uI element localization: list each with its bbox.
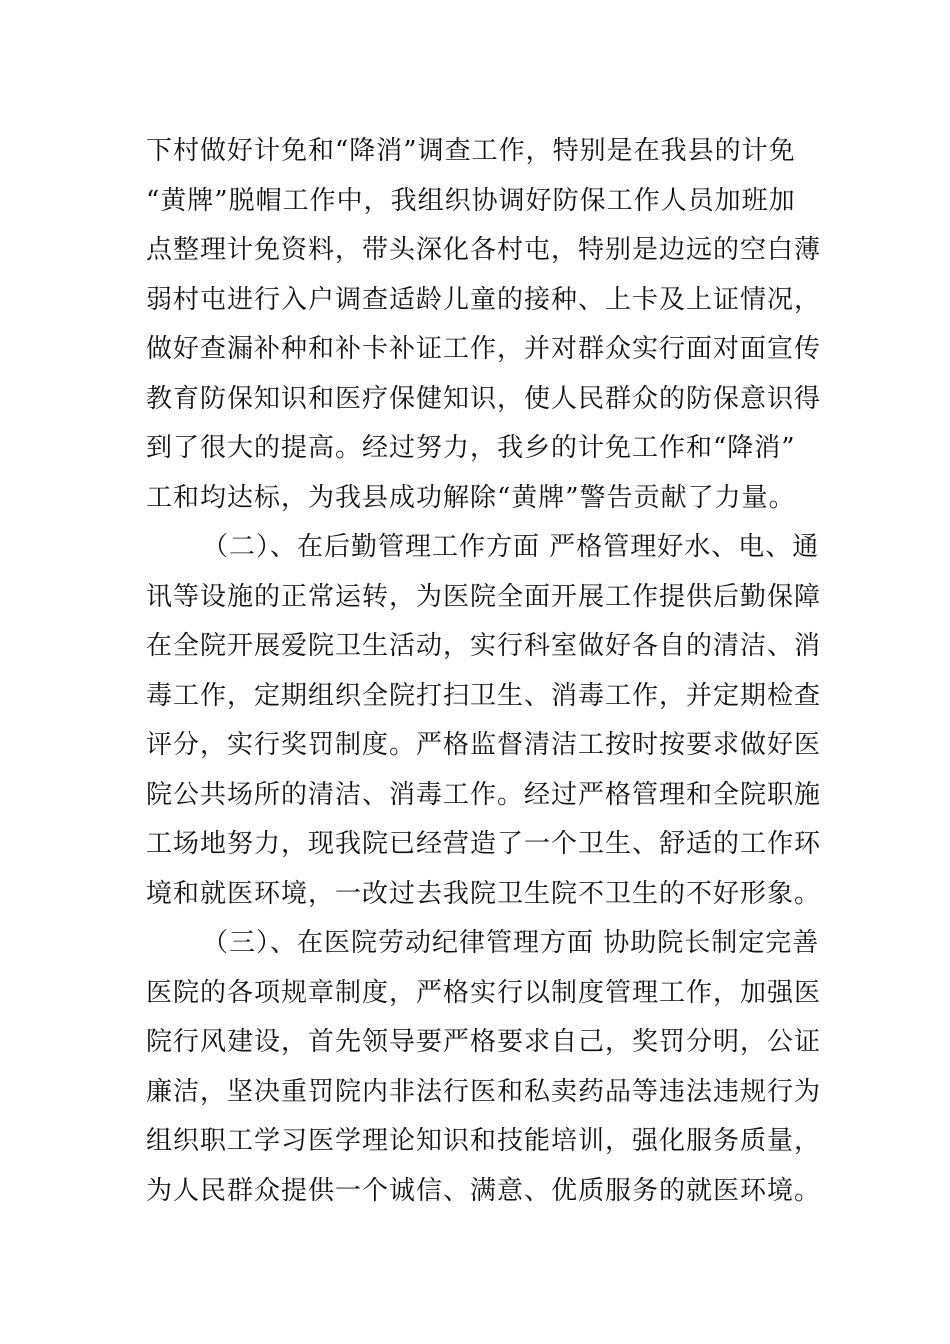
text-line: 讯等设施的正常运转，为医院全面开展工作提供后勤保障 [146, 581, 822, 612]
text-line: 工场地努力，现我院已经营造了一个卫生、舒适的工作环 [146, 829, 822, 859]
text-line: 廉洁，坚决重罚院内非法行医和私卖药品等违法违规行为 [146, 1076, 822, 1107]
text-line: 下村做好计免和“降消”调查工作，特别是在我县的计免 [146, 136, 796, 166]
text-line: 到了很大的提高。经过努力，我乡的计免工作和“降消” [146, 433, 796, 463]
text-line: “黄牌”脱帽工作中，我组织协调好防保工作人员加班加 [146, 185, 796, 216]
text-line: 毒工作，定期组织全院打扫卫生、消毒工作，并定期检查 [146, 680, 822, 711]
text-line: 医院的各项规章制度，严格实行以制度管理工作，加强医 [146, 977, 822, 1008]
text-line: 教育防保知识和医疗保健知识，使人民群众的防保意识得 [146, 383, 822, 414]
text-line: 院公共场所的清洁、消毒工作。经过严格管理和全院职施 [146, 779, 822, 810]
text-line: 弱村屯进行入户调查适龄儿童的接种、上卡及上证情况， [146, 284, 822, 315]
text-line: 点整理计免资料，带头深化各村屯，特别是边远的空白薄 [146, 235, 822, 265]
text-line: 工和均达标，为我县成功解除“黄牌”警告贡献了力量。 [146, 482, 796, 513]
text-line: 在全院开展爱院卫生活动，实行科室做好各自的清洁、消 [146, 631, 822, 661]
section-heading-line: （三）、在医院劳动纪律管理方面 协助院长制定完善 [202, 928, 820, 958]
body-text [146, 127, 822, 1216]
text-line: 境和就医环境，一改过去我院卫生院不卫生的不好形象。 [146, 878, 822, 909]
text-line: 组织职工学习医学理论知识和技能培训，强化服务质量， [146, 1126, 822, 1156]
text-line: 做好查漏补种和补卡补证工作，并对群众实行面对面宣传 [146, 334, 822, 364]
section-heading-line: （二）、在后勤管理工作方面 严格管理好水、电、通 [202, 532, 820, 562]
text-line: 评分，实行奖罚制度。严格监督清洁工按时按要求做好医 [146, 730, 822, 760]
text-line: 为人民群众提供一个诚信、满意、优质服务的就医环境。 [146, 1175, 822, 1206]
text-line: 院行风建设，首先领导要严格要求自己，奖罚分明，公证 [146, 1027, 822, 1057]
